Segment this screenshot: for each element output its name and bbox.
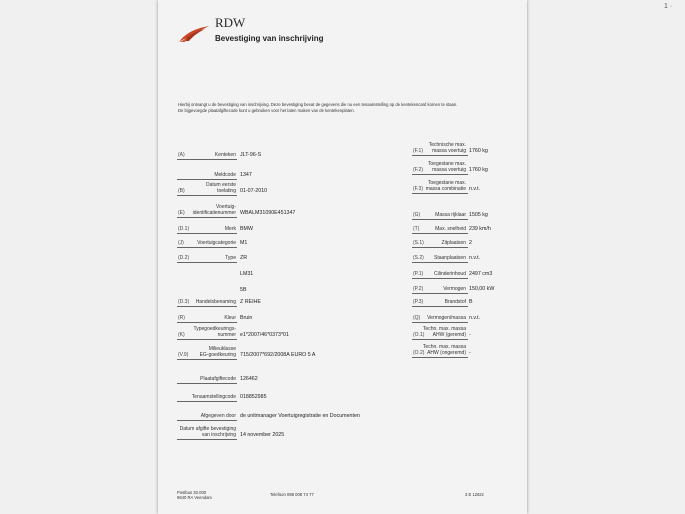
field-value: 14 november 2025	[240, 432, 285, 438]
field-underline	[412, 339, 468, 340]
field-value: JLT-96-S	[240, 152, 262, 158]
field-underline	[177, 159, 237, 160]
field-label: Kenteken	[214, 152, 236, 158]
field-label: Tenaamstellingcode	[191, 394, 236, 400]
field-code: (F.2)	[413, 167, 423, 173]
field-value: n.v.t.	[469, 186, 481, 192]
field-label: Merk	[224, 226, 236, 232]
field-underline	[412, 193, 468, 194]
field-label: Vermogen	[443, 286, 466, 292]
field-underline	[177, 401, 237, 402]
field-value: BMW	[240, 226, 253, 232]
left-background	[0, 0, 158, 514]
field-value: 01-07-2010	[240, 188, 268, 194]
field-code: (J)	[178, 240, 184, 246]
field-label: Meldcode	[214, 172, 236, 178]
field-underline	[412, 155, 468, 156]
field-value: ZR	[240, 255, 248, 261]
field-value: 018852985	[240, 394, 267, 400]
field-value: 1760 kg	[469, 148, 488, 154]
field-code: (D.3)	[178, 299, 190, 305]
field-value: 239 km/h	[469, 226, 491, 232]
field-code: (P.1)	[413, 271, 424, 277]
document-title: Bevestiging van inschrijving	[215, 34, 324, 43]
field-label: Techn. max. massa	[422, 326, 466, 332]
field-underline	[177, 439, 237, 440]
field-label: Plaatafgiftecode	[200, 376, 236, 382]
field-label: massa voertuig	[432, 167, 466, 173]
field-label: Datum eerste	[205, 182, 236, 188]
field-label: Handelsbenaming	[195, 299, 236, 305]
intro-line: De bijgevoegde plaatafgiftecode kunt u gebruiken voor het laten maken van de kentekenplaten.	[178, 108, 355, 113]
field-value: de unitmanager Voertuigregistratie en Documenten	[240, 413, 360, 419]
field-underline	[177, 306, 237, 307]
field-label: Technische max.	[428, 142, 466, 148]
field-underline	[412, 278, 468, 279]
field-label: Toegestane max.	[427, 161, 466, 167]
field-code: (K)	[178, 332, 185, 338]
field-underline	[412, 174, 468, 175]
field-label: Milieuklasse	[208, 346, 236, 352]
field-underline	[412, 293, 468, 294]
field-value: e1*2007/46*0373*01	[240, 332, 289, 338]
field-code: (P.3)	[413, 299, 424, 305]
field-value: 1347	[240, 172, 252, 178]
field-value: 2497 cm3	[469, 271, 493, 277]
field-underline	[412, 306, 468, 307]
field-label: massa combinatie	[425, 186, 466, 192]
field-code: (F.3)	[413, 186, 423, 192]
field-value: n.v.t.	[469, 255, 481, 261]
right-background	[527, 0, 685, 514]
footer-doc-code: 3 E 1262z	[465, 492, 484, 497]
field-label: Max. snelheid	[435, 226, 466, 232]
field-value: 5B	[240, 287, 247, 293]
field-code: (A)	[178, 152, 185, 158]
field-value: LM31	[240, 271, 254, 277]
field-underline	[177, 233, 237, 234]
document-page	[158, 0, 527, 514]
field-code: (F.1)	[413, 148, 423, 154]
field-label: Massa rijklaar	[435, 212, 466, 218]
field-label: nummer	[217, 332, 236, 338]
field-value: 1760 kg	[469, 167, 488, 173]
field-code: (B)	[178, 188, 185, 194]
field-label: Vermogen/massa	[427, 315, 466, 321]
intro-line: Hierbij ontvangt u de bevestiging van inschrijving. Deze bevestiging bevat de gegevens die nu een tenaamstelling op de kentekencard komen te staan.	[178, 102, 458, 107]
field-label: AHW (geremd)	[432, 332, 466, 338]
field-label: Datum afgifte bevestiging	[179, 426, 236, 432]
field-underline	[177, 262, 237, 263]
field-underline	[412, 247, 468, 248]
field-value: 2	[469, 240, 472, 246]
field-code: (P.2)	[413, 286, 424, 292]
field-label: toelating	[217, 188, 236, 194]
field-label: Techn. max. massa	[422, 344, 466, 350]
field-label: massa voertuig	[432, 148, 466, 154]
field-code: (R)	[178, 315, 185, 321]
field-code: (D.2)	[178, 255, 190, 261]
field-label: EG-goedkeuring	[199, 352, 236, 358]
field-code: (Q)	[413, 315, 421, 321]
field-value: M1	[240, 240, 248, 246]
field-underline	[412, 219, 468, 220]
field-label: Voertuig-	[215, 204, 236, 210]
footer-phone: Telefoon 088 008 74 77	[270, 492, 314, 497]
field-value: 126462	[240, 376, 258, 382]
field-underline	[177, 359, 237, 360]
field-underline	[177, 322, 237, 323]
field-label: AHW (ongeremd)	[427, 350, 466, 356]
field-value: Z REIHE	[240, 299, 261, 305]
field-value: 1505 kg	[469, 212, 488, 218]
field-code: (S.1)	[413, 240, 424, 246]
field-underline	[412, 262, 468, 263]
field-value: 715/2007*692/2008A EURO 5 A	[240, 352, 316, 358]
field-code: (D.1)	[178, 226, 190, 232]
field-underline	[177, 339, 237, 340]
field-code: (V.9)	[178, 352, 189, 358]
field-value: -	[469, 350, 471, 356]
field-underline	[177, 383, 237, 384]
field-label: Zitplaatsen	[441, 240, 466, 246]
brand-name: RDW	[215, 15, 246, 30]
field-underline	[177, 179, 237, 180]
field-label: Kleur	[224, 315, 236, 321]
field-code: (O.2)	[413, 350, 425, 356]
field-value: n.v.t.	[469, 315, 481, 321]
field-code: (G)	[413, 212, 421, 218]
field-label: Voertuigcategorie	[197, 240, 236, 246]
field-underline	[177, 195, 237, 196]
footer-address-line: Postbus 30.000	[177, 490, 207, 495]
field-label: Typegoedkeurings-	[193, 326, 236, 332]
field-label: Type	[225, 255, 236, 261]
intro-text	[178, 102, 523, 114]
field-label: Brandstof	[444, 299, 466, 305]
field-underline	[177, 420, 237, 421]
field-value: B	[469, 299, 473, 305]
field-underline	[412, 233, 468, 234]
field-underline	[412, 357, 468, 358]
field-underline	[177, 217, 237, 218]
rdw-logo-icon	[177, 24, 211, 44]
field-code: (T)	[413, 226, 420, 232]
field-label: Afgegeven door	[200, 413, 236, 419]
field-underline	[177, 247, 237, 248]
field-code: (E)	[178, 210, 185, 216]
field-label: van inschrijving	[201, 432, 236, 438]
field-value: 150,00 kW	[469, 286, 495, 292]
field-label: Cilinderinhoud	[434, 271, 466, 277]
field-code: (S.2)	[413, 255, 424, 261]
field-label: identificatienummer	[192, 210, 236, 216]
footer-address	[177, 490, 212, 500]
field-value: Bruin	[240, 315, 253, 321]
field-value: WBALM31090E451347	[240, 210, 296, 216]
field-code: (O.1)	[413, 332, 425, 338]
field-underline	[412, 322, 468, 323]
footer-address-line: 9640 RA Veendam	[177, 495, 212, 500]
field-label: Toegestane max.	[427, 180, 466, 186]
field-value: -	[469, 332, 471, 338]
corner-mark: 1 ·	[664, 3, 673, 10]
field-label: Staanplaatsen	[434, 255, 466, 261]
